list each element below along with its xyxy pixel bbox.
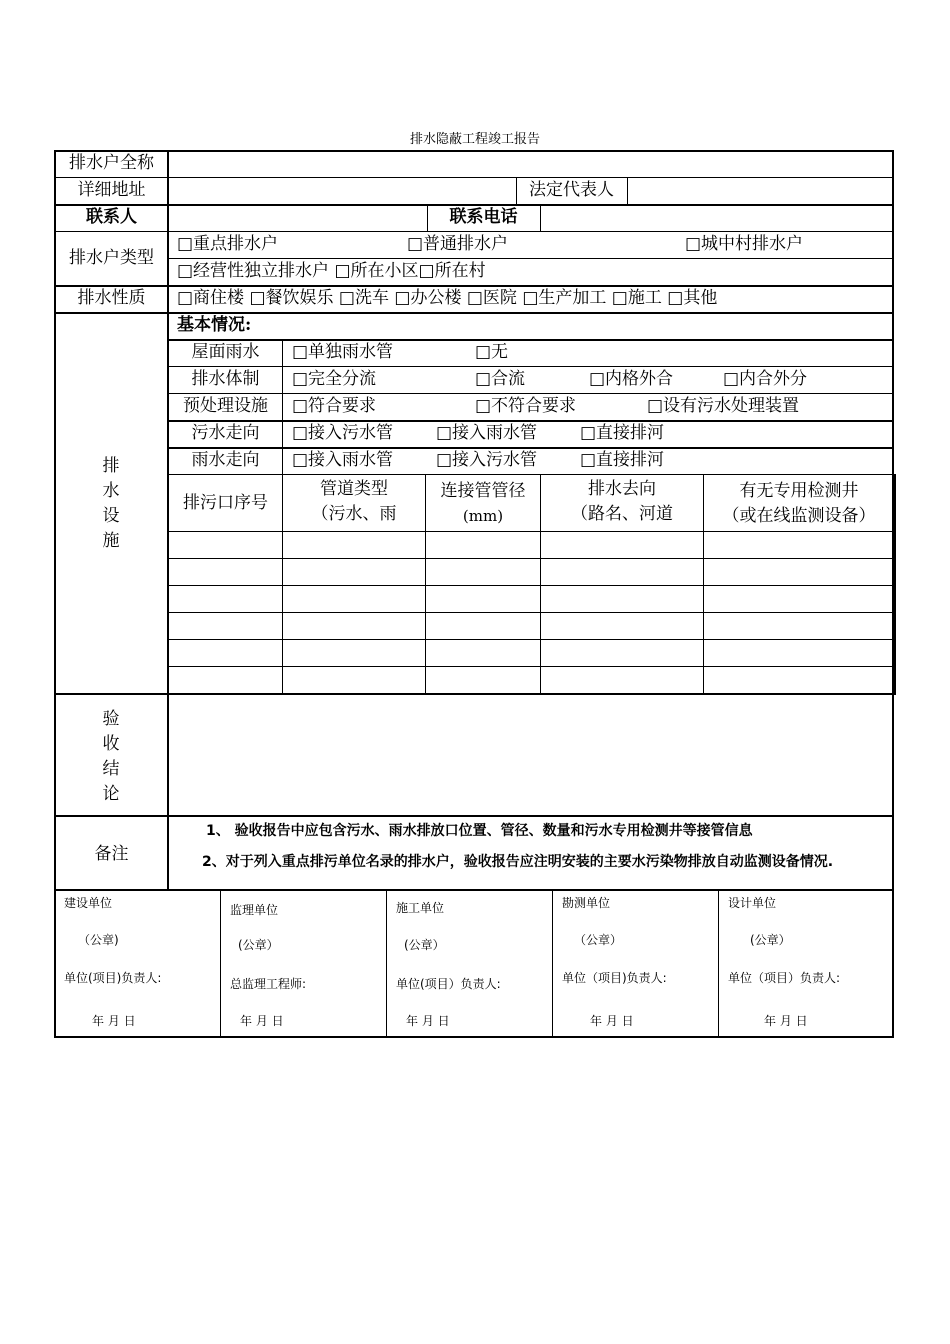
header-pipe-type bbox=[283, 475, 425, 531]
note-2-text: 2、对于列入重点排污单位名录的排水户，验收报告应注明安装的主要水污染物排放自动监测设备情况. bbox=[202, 854, 834, 870]
sig-design-seal: (公章） bbox=[750, 933, 791, 947]
rule bbox=[718, 891, 719, 1038]
sig-survey-seal: （公章） bbox=[574, 933, 623, 947]
rule bbox=[552, 891, 553, 1038]
rule bbox=[54, 150, 56, 1038]
basic-heading: 基本情况: bbox=[177, 315, 252, 335]
note-2 bbox=[202, 853, 888, 871]
checkbox-inner-comb-outer-sep[interactable]: □内合外分 bbox=[723, 369, 808, 389]
header-monitoring-well-note: （或在线监测设备） bbox=[722, 506, 876, 526]
header-discharge-direction bbox=[541, 475, 703, 531]
checkbox-non-compliant[interactable]: □不符合要求 bbox=[475, 396, 577, 416]
header-pipe-diameter: 连接管管径 bbox=[440, 481, 526, 501]
sig-construction-seal: （公章) bbox=[78, 933, 119, 947]
checkbox-row-type-2[interactable]: □经营性独立排水户 □所在小区□所在村 bbox=[177, 261, 486, 281]
header-pipe-diameter-unit: (mm) bbox=[462, 507, 504, 525]
header-monitoring-well: 有无专用检测井 bbox=[739, 481, 859, 501]
rule bbox=[54, 150, 894, 152]
sig-supervision-unit: 监理单位 bbox=[230, 903, 279, 917]
label-discharger-type: 排水户类型 bbox=[69, 248, 154, 268]
label-acceptance-conclusion: 验收结论 bbox=[102, 709, 120, 804]
sig-construction-unit: 建设单位 bbox=[64, 896, 113, 910]
checkbox-separate-rain-pipe[interactable]: □单独雨水管 bbox=[292, 342, 394, 362]
sig-design-person: 单位（项目）负责人: bbox=[728, 971, 841, 985]
rule bbox=[167, 531, 896, 532]
rule bbox=[282, 339, 283, 474]
checkbox-to-rain-pipe[interactable]: □接入雨水管 bbox=[436, 423, 538, 443]
checkbox-none[interactable]: □无 bbox=[475, 342, 509, 362]
sig-construction-person: 单位(项目)负责人: bbox=[64, 971, 162, 985]
sig-builder-seal: (公章） bbox=[404, 938, 445, 952]
label-legal-rep: 法定代表人 bbox=[529, 180, 614, 200]
report-form bbox=[54, 150, 894, 1038]
label-discharger-name: 排水户全称 bbox=[69, 153, 154, 173]
checkbox-direct-to-river[interactable]: □直接排河 bbox=[580, 423, 665, 443]
header-pipe-type-line2: （污水、雨 bbox=[311, 504, 397, 524]
rule bbox=[540, 204, 541, 231]
checkbox-ordinary-discharger[interactable]: □普通排水户 bbox=[407, 234, 509, 254]
rule bbox=[167, 393, 894, 394]
label-contact: 联系人 bbox=[86, 207, 137, 227]
checkbox-rain-to-rain-pipe[interactable]: □接入雨水管 bbox=[292, 450, 394, 470]
sig-survey-unit: 勘测单位 bbox=[562, 896, 611, 910]
label-remarks: 备注 bbox=[94, 844, 129, 864]
rule bbox=[167, 558, 896, 559]
checkbox-inner-sep-outer-comb[interactable]: □内格外合 bbox=[589, 369, 674, 389]
header-outlet-no: 排污口序号 bbox=[183, 493, 268, 513]
label-drainage-system: 排水体制 bbox=[191, 369, 260, 389]
rule bbox=[167, 612, 896, 613]
label-rain-direction: 雨水走向 bbox=[191, 450, 260, 470]
checkbox-row-nature[interactable]: □商住楼 □餐饮娱乐 □洗车 □办公楼 □医院 □生产加工 □施工 □其他 bbox=[177, 288, 718, 308]
checkbox-combined[interactable]: □合流 bbox=[475, 369, 526, 389]
label-drainage-facilities: 排水设施 bbox=[102, 456, 120, 551]
rule bbox=[54, 693, 896, 695]
sig-survey-person: 单位（项目)负责人: bbox=[562, 971, 667, 985]
rule bbox=[167, 366, 894, 367]
rule bbox=[54, 889, 894, 891]
header-discharge-direction-line1: 排水去向 bbox=[588, 479, 656, 499]
checkbox-rain-to-sewage-pipe[interactable]: □接入污水管 bbox=[436, 450, 538, 470]
label-sewage-direction: 污水走向 bbox=[191, 423, 260, 443]
rule bbox=[54, 204, 894, 206]
header-discharge-direction-line2: （路名、河道 bbox=[571, 504, 673, 524]
rule bbox=[627, 177, 628, 204]
sig-builder-date: 年 月 日 bbox=[406, 1014, 450, 1028]
sig-supervision-person: 总监理工程师: bbox=[230, 977, 307, 991]
checkbox-to-sewage-pipe[interactable]: □接入污水管 bbox=[292, 423, 394, 443]
sig-builder-person: 单位(项目）负责人: bbox=[396, 977, 501, 991]
label-roof-rain: 屋面雨水 bbox=[191, 342, 260, 362]
checkbox-full-separation[interactable]: □完全分流 bbox=[292, 369, 377, 389]
checkbox-key-discharger[interactable]: □重点排水户 bbox=[177, 234, 279, 254]
sig-builder-unit: 施工单位 bbox=[396, 901, 445, 915]
rule bbox=[167, 639, 896, 640]
label-address: 详细地址 bbox=[77, 180, 146, 200]
rule bbox=[167, 666, 896, 667]
rule bbox=[54, 815, 894, 817]
document-title: 排水隐蔽工程竣工报告 bbox=[409, 132, 540, 147]
label-pretreatment: 预处理设施 bbox=[183, 396, 268, 416]
rule bbox=[167, 447, 894, 449]
header-pipe-type-line1: 管道类型 bbox=[320, 479, 388, 499]
checkbox-urban-village-discharger[interactable]: □城中村排水户 bbox=[685, 234, 804, 254]
rule bbox=[894, 474, 896, 695]
checkbox-rain-direct-to-river[interactable]: □直接排河 bbox=[580, 450, 665, 470]
rule bbox=[167, 150, 169, 891]
rule bbox=[167, 585, 896, 586]
sig-supervision-seal: (公章） bbox=[238, 938, 279, 952]
rule bbox=[54, 177, 894, 178]
label-discharge-nature: 排水性质 bbox=[77, 288, 146, 308]
sig-design-date: 年 月 日 bbox=[764, 1014, 808, 1028]
rule bbox=[54, 231, 894, 232]
sig-supervision-date: 年 月 日 bbox=[240, 1014, 284, 1028]
rule bbox=[167, 258, 894, 259]
sig-survey-date: 年 月 日 bbox=[590, 1014, 634, 1028]
checkbox-compliant[interactable]: □符合要求 bbox=[292, 396, 377, 416]
rule bbox=[54, 312, 894, 314]
rule bbox=[167, 474, 896, 475]
sig-design-unit: 设计单位 bbox=[728, 896, 777, 910]
rule bbox=[54, 1036, 894, 1038]
sig-construction-date: 年 月 日 bbox=[92, 1014, 136, 1028]
rule bbox=[386, 891, 387, 1038]
rule bbox=[167, 420, 894, 422]
label-phone: 联系电话 bbox=[449, 207, 518, 227]
rule bbox=[54, 285, 894, 287]
rule bbox=[167, 339, 894, 341]
note-1: 1、 验收报告中应包含污水、雨水排放口位置、管径、数量和污水专用检测井等接管信息 bbox=[206, 823, 753, 839]
checkbox-treatment-device[interactable]: □设有污水处理装置 bbox=[647, 396, 800, 416]
rule bbox=[220, 891, 221, 1038]
